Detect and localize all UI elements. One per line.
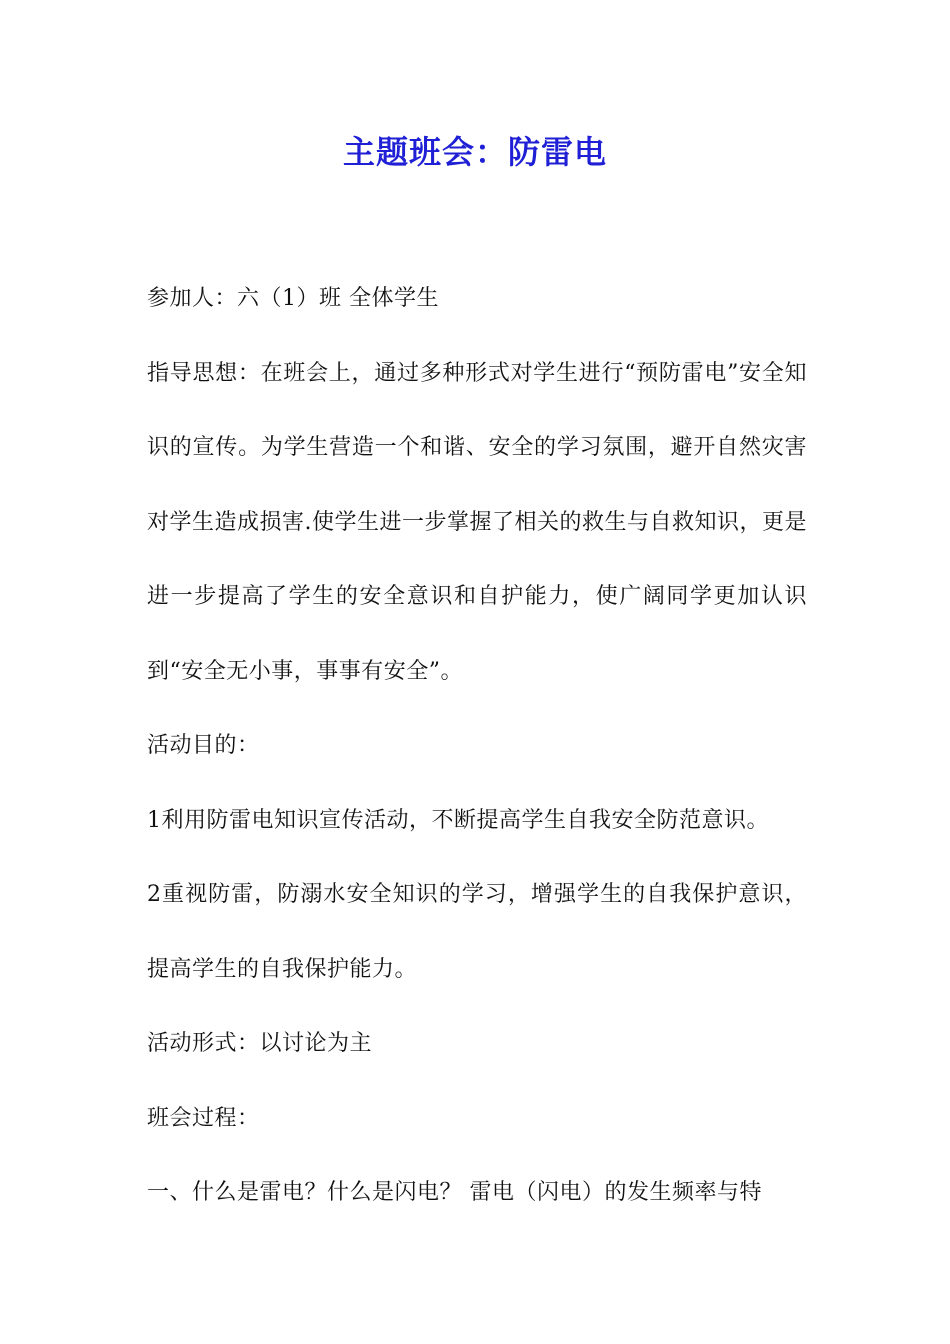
guiding-thought-paragraph: 指导思想：在班会上，通过多种形式对学生进行“预防雷电”安全知识的宣传。为学生营造一个和谐、安全的学习氛围，避开自然灾害对学生造成损害.使学生进一步掌握了相关的救生与自救知识，更是进一步提高了学生的安全意识和自护能力，使广阔同学更加认识到“安全无小事，事事有安全”。: [147, 360, 807, 684]
document-body: [147, 262, 807, 1231]
activity-purpose-heading: 活动目的：: [147, 733, 260, 758]
document-title: 主题班会：防雷电: [342, 133, 607, 171]
section-one-paragraph: 一、什么是雷电？什么是闪电？ 雷电（闪电）的发生频率与特: [147, 1180, 762, 1205]
purpose-item-2: 2重视防雷，防溺水安全知识的学习，增强学生的自我保护意识，提高学生的自我保护能力。: [147, 882, 807, 982]
purpose-item-1: 1利用防雷电知识宣传活动，不断提高学生自我安全防范意识。: [147, 807, 769, 833]
activity-form-paragraph: 活动形式：以讨论为主: [147, 1031, 373, 1056]
participants-paragraph: 参加人：六（1）班 全体学生: [147, 286, 439, 311]
meeting-process-heading: 班会过程：: [147, 1105, 260, 1131]
